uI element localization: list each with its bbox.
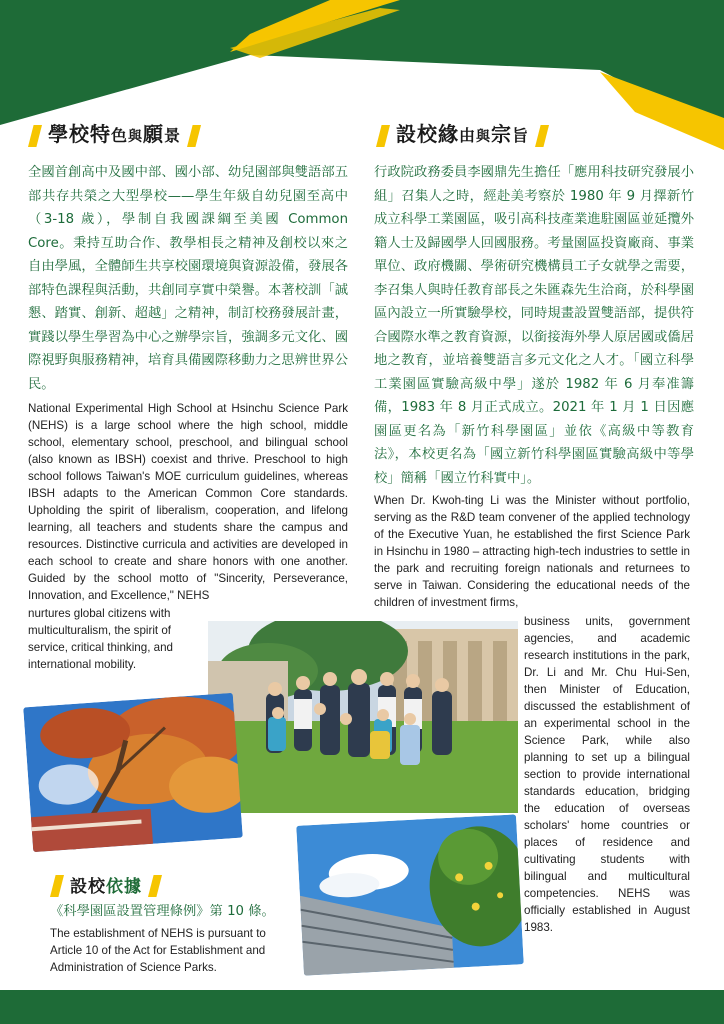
heading-vision-part4: 願 xyxy=(143,122,165,146)
heading-origin xyxy=(376,118,549,147)
heading-vision-part2: 色 xyxy=(111,126,129,145)
heading-vision-part5: 景 xyxy=(164,126,182,145)
vision-chinese-text: 全國首創高中及國中部、國小部、幼兒園部與雙語部五部共存共榮之大型學校——學生年級自幼兒園至高中（3-18 歲），學制自我國課綱至美國 Common Core。秉持互助合作、教學相長之精神及創校以來之自由學風，全體師生共享校園環境與資源設備，發展各部特色課程與活動，共創同享實中榮譽。本著校訓「誠懇、踏實、創新、超越」之精神，制訂校務發展計畫，實踐以學生學習為中心之辦學宗旨，強調多元文化、國際視野與服務精神，培育具備國際移動力之思辨世界公民。 xyxy=(28,165,348,392)
vision-english-text: National Experimental High School at Hsinchu Science Park (NEHS) is a large school where the high school, middle school, elementary school, preschool, and bilingual school (also known as IBSH) coexist and thrive. Preschool to high school follows Taiwan's MOE curriculum guidelines, whereas IBSH adapts to the American Common Core standards. Upholding the spirit of liberalism, cooperation, and lifelong learning, all teachers and students share the campus and resources. Distinctive curricula and activities are developed in each school to create and share honors with one another. Guided by the school motto of "Sincerity, Perseverance, Innovation, and Excellence," NEHS xyxy=(28,402,348,602)
heading-flag-left xyxy=(376,125,390,147)
heading-basis-part1: 設校 xyxy=(70,877,106,897)
heading-flag-right xyxy=(148,875,162,897)
heading-flag-left xyxy=(28,125,42,147)
heading-flag-right xyxy=(535,125,549,147)
autumn-tree-photo xyxy=(23,693,243,852)
heading-basis xyxy=(50,872,162,897)
basis-chinese-text: 《科學園區設置管理條例》第 10 條。 xyxy=(50,904,275,919)
origin-english-text-tail: business units, government agencies, and academic research institutions in the park, Dr. Li and Mr. Chu Hui-Sen, then Minister of Education, discussed the establishment of an experimental school in the Science Park, while also planning to set up a bilingual section to provide international standards education, bridging the education of overseas scholars' home countries or places of residence and cultivating students with bilingual and multicultural competencies. NEHS was officially established in August 1983. xyxy=(524,615,690,934)
school-building-photo xyxy=(296,814,524,975)
origin-chinese-text: 行政院政務委員李國鼎先生擔任「應用科技研究發展小組」召集人之時，經赴美考察於 1980 年 9 月擇新竹成立科學工業園區，吸引高科技產業進駐園區並延攬外籍人士及歸國學人回國服務。考量園區投資廠商、事業單位、政府機關、學術研究機構員工子女就學之需要，李召集人與時任教育部長之朱匯森先生洽商，於科學園區內設立一所實驗學校，同時規畫設置雙語部，提供符合國際水準之教育資源，以銜接海外學人原居國或僑居地之教育，並培養雙語言多元文化之人才。「國立科學工業園區實驗高級中學」遂於 1982 年 6 月奉准籌備，1983 年 8 月正式成立。2021 年 1 月 1 日因應園區更名為「新竹科學園區」並依《高級中等教育法》，本校更名為「國立新竹科學園區實驗高級中等學校」簡稱「國立竹科實中」。 xyxy=(374,165,694,486)
heading-vision-part3: 與 xyxy=(128,129,144,145)
heading-origin-part3: 與 xyxy=(476,129,492,145)
heading-origin-part4: 宗 xyxy=(491,122,513,146)
vision-english-text-tail: nurtures global citizens with multiculturalism, the spirit of service, critical thinking, and international mobility. xyxy=(28,607,173,671)
origin-english-text: When Dr. Kwoh-ting Li was the Minister without portfolio, serving as the R&D team convener of the applied technology of the Executive Yuan, he established the first Science Park in Hsinchu in 1980 – attracting high-tech industries to settle in the park and recruiting foreign nationals and returnees to serve in Taiwan. Considering the educational needs of the children of investment firms, xyxy=(374,494,690,609)
heading-flag-right xyxy=(187,125,201,147)
students-group-photo xyxy=(208,621,518,813)
heading-basis-part2: 依據 xyxy=(106,877,142,897)
heading-origin-part2: 由 xyxy=(459,126,477,145)
heading-vision-part1: 學校特 xyxy=(48,122,111,146)
heading-origin-part1: 設校緣 xyxy=(396,122,459,146)
bottom-green-band xyxy=(0,990,724,1024)
basis-english-text: The establishment of NEHS is pursuant to Article 10 of the Act for Establishment and Administration of Science Parks. xyxy=(50,927,266,974)
heading-flag-left xyxy=(50,875,64,897)
heading-vision xyxy=(28,118,201,147)
heading-origin-part5: 旨 xyxy=(512,126,530,145)
